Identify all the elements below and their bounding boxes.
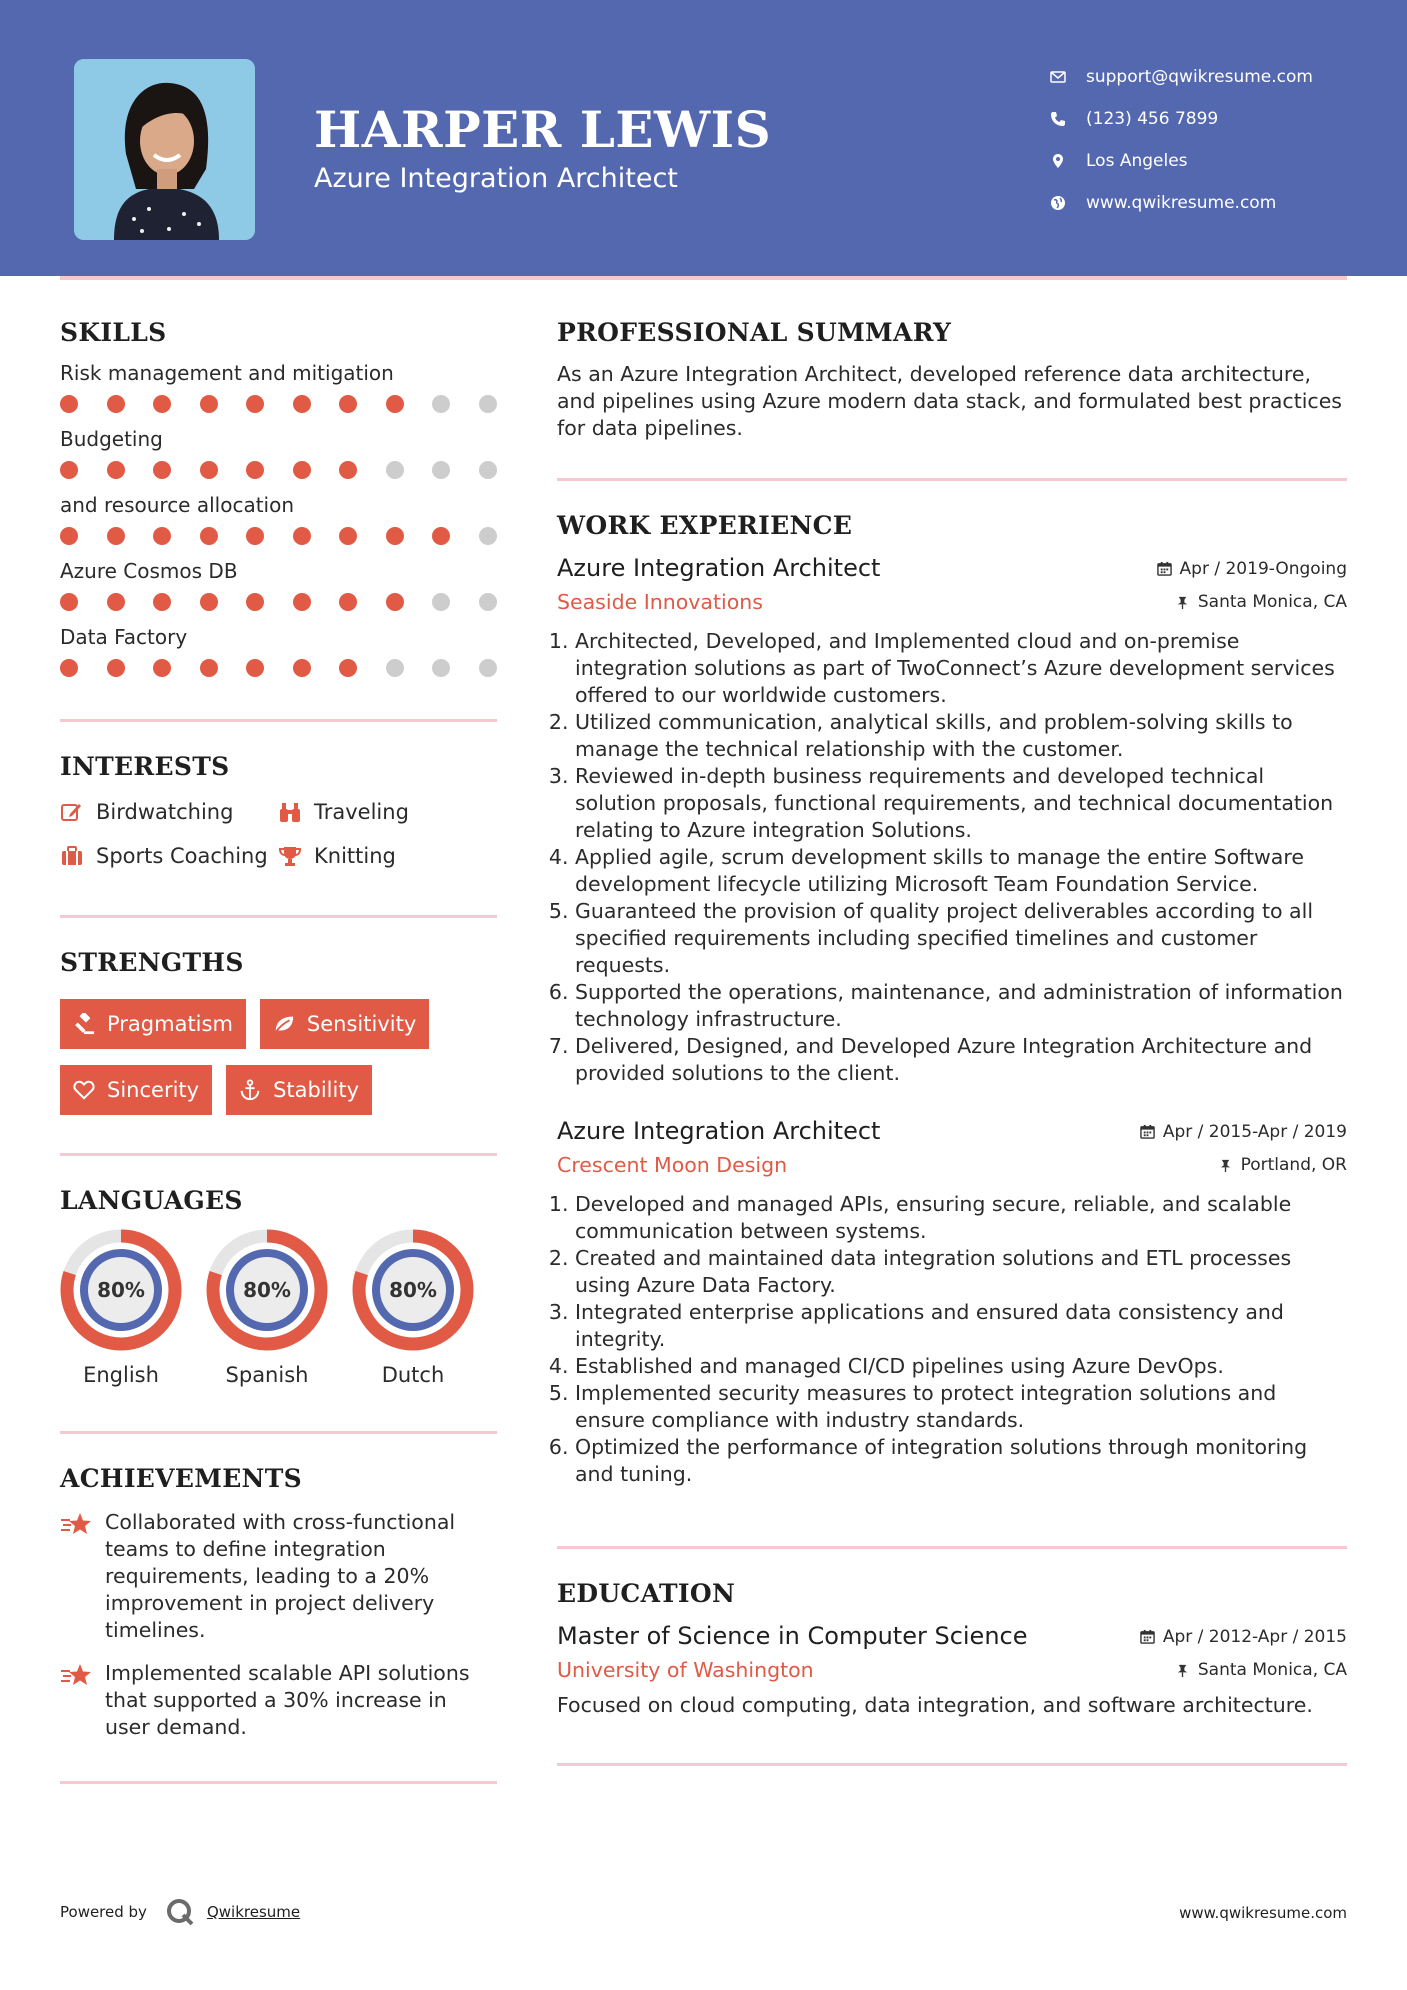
job-bullet: 1. Architected, Developed, and Implemented cloud and on-premise integration solutions as part of TwoConnect’s Azure development services offered to our worldwide customers. xyxy=(575,628,1347,709)
language-name: English xyxy=(83,1363,159,1387)
briefcase-icon xyxy=(60,844,96,868)
edit-icon xyxy=(60,800,96,824)
skill-rating xyxy=(60,395,497,413)
contact-location-text: Los Angeles xyxy=(1086,151,1188,171)
interests-heading: INTERESTS xyxy=(60,752,230,781)
education-dates-text: Apr / 2012-Apr / 2015 xyxy=(1162,1626,1347,1647)
rating-dot-empty xyxy=(386,659,404,677)
rating-dot-filled xyxy=(60,527,78,545)
rating-dot-empty xyxy=(432,593,450,611)
rating-dot-filled xyxy=(386,395,404,413)
interest-label: Knitting xyxy=(314,844,396,868)
calendar-icon xyxy=(1140,1629,1155,1644)
rating-dot-filled xyxy=(293,527,311,545)
rating-dot-empty xyxy=(479,593,497,611)
job-bullet: 3. Integrated enterprise applications and ensured data consistency and integrity. xyxy=(575,1299,1347,1353)
gavel-icon xyxy=(73,1013,95,1035)
job-dates-text: Apr / 2019-Ongoing xyxy=(1179,558,1347,579)
pin-icon xyxy=(1218,1158,1233,1173)
achievement-item xyxy=(60,1660,497,1741)
contact-email[interactable] xyxy=(1050,56,1313,98)
job-location xyxy=(1218,1155,1347,1175)
company-name: Seaside Innovations xyxy=(557,590,763,614)
job-bullet: 1. Developed and managed APIs, ensuring secure, reliable, and scalable communication between systems. xyxy=(575,1191,1347,1245)
binoculars-icon xyxy=(278,800,314,824)
contact-location xyxy=(1050,140,1313,182)
job-entry xyxy=(557,1117,1347,1488)
rating-dot-empty xyxy=(479,461,497,479)
skill-item xyxy=(60,491,497,545)
rating-dot-filled xyxy=(339,395,357,413)
education-heading: EDUCATION xyxy=(557,1579,736,1608)
leaf-icon xyxy=(273,1013,295,1035)
language-progress-ring xyxy=(206,1229,328,1351)
rating-dot-filled xyxy=(107,659,125,677)
left-column xyxy=(60,318,497,1784)
job-title: Azure Integration Architect xyxy=(557,1117,881,1145)
rating-dot-filled xyxy=(60,461,78,479)
school-name: University of Washington xyxy=(557,1658,814,1682)
language-name: Spanish xyxy=(225,1363,309,1387)
rating-dot-filled xyxy=(339,593,357,611)
rating-dot-filled xyxy=(153,659,171,677)
rating-dot-filled xyxy=(293,461,311,479)
job-dates xyxy=(1157,559,1347,579)
skill-item xyxy=(60,557,497,611)
job-bullet: 6. Optimized the performance of integration solutions through monitoring and tuning. xyxy=(575,1434,1347,1488)
summary-heading: PROFESSIONAL SUMMARY xyxy=(557,318,952,347)
summary-text: As an Azure Integration Architect, developed reference data architecture, and pipelines using Azure modern data stack, and formulated best practices for data pipelines. xyxy=(557,362,1342,440)
anchor-icon xyxy=(239,1079,261,1101)
skill-item xyxy=(60,425,497,479)
strength-chip xyxy=(60,999,246,1049)
skills-heading: SKILLS xyxy=(60,318,167,347)
rating-dot-filled xyxy=(293,395,311,413)
rating-dot-filled xyxy=(107,461,125,479)
rating-dot-empty xyxy=(432,659,450,677)
degree-title: Master of Science in Computer Science xyxy=(557,1622,1028,1650)
strength-chip xyxy=(226,1065,372,1115)
skill-name: Budgeting xyxy=(60,427,163,451)
skill-name: and resource allocation xyxy=(60,493,295,517)
rating-dot-filled xyxy=(107,593,125,611)
rating-dot-empty xyxy=(386,461,404,479)
footer-powered-by xyxy=(60,1897,300,1927)
interest-item xyxy=(278,797,478,827)
rating-dot-filled xyxy=(200,659,218,677)
experience-section xyxy=(557,511,1347,1488)
summary-section xyxy=(557,318,1347,442)
strength-chip xyxy=(60,1065,212,1115)
envelope-icon xyxy=(1050,69,1086,85)
trophy-icon xyxy=(278,844,314,868)
company-name: Crescent Moon Design xyxy=(557,1153,788,1177)
rating-dot-filled xyxy=(60,659,78,677)
star-award-icon xyxy=(60,1660,105,1741)
achievements-section xyxy=(60,1464,497,1741)
job-bullet: 4. Established and managed CI/CD pipelines using Azure DevOps. xyxy=(575,1353,1347,1380)
section-divider xyxy=(60,719,497,722)
job-entry xyxy=(557,554,1347,1087)
skill-name: Data Factory xyxy=(60,625,188,649)
job-title: Azure Integration Architect xyxy=(557,554,881,582)
language-percent: 80% xyxy=(389,1278,437,1302)
education-description: Focused on cloud computing, data integration, and software architecture. xyxy=(557,1693,1313,1717)
job-bullet: 7. Delivered, Designed, and Developed Azure Integration Architecture and provided solutions to the client. xyxy=(575,1033,1347,1087)
language-percent: 80% xyxy=(243,1278,291,1302)
interest-label: Sports Coaching xyxy=(96,844,268,868)
rating-dot-filled xyxy=(432,527,450,545)
job-bullet: 4. Applied agile, scrum development skills to manage the entire Software development lifecycle utilizing Microsoft Team Foundation Service. xyxy=(575,844,1347,898)
rating-dot-empty xyxy=(432,395,450,413)
candidate-name: HARPER LEWIS xyxy=(314,100,772,159)
interest-label: Traveling xyxy=(314,800,409,824)
rating-dot-empty xyxy=(479,527,497,545)
job-location-text: Santa Monica, CA xyxy=(1197,592,1347,612)
achievements-heading: ACHIEVEMENTS xyxy=(60,1464,302,1493)
resume-header xyxy=(0,0,1407,276)
heart-icon xyxy=(73,1079,95,1101)
skill-name: Risk management and mitigation xyxy=(60,361,394,385)
rating-dot-filled xyxy=(200,593,218,611)
language-percent: 80% xyxy=(97,1278,145,1302)
language-item xyxy=(352,1229,474,1387)
section-divider xyxy=(557,1546,1347,1549)
strengths-section xyxy=(60,948,497,1115)
section-divider xyxy=(557,1763,1347,1766)
rating-dot-filled xyxy=(60,593,78,611)
strength-label: Sincerity xyxy=(107,1078,200,1102)
experience-heading: WORK EXPERIENCE xyxy=(557,511,853,540)
header-divider xyxy=(60,276,1347,280)
job-bullet: 6. Supported the operations, maintenance, and administration of information technology infrastructure. xyxy=(575,979,1347,1033)
skill-rating xyxy=(60,659,497,677)
right-column xyxy=(557,318,1347,1766)
language-progress-ring xyxy=(352,1229,474,1351)
rating-dot-filled xyxy=(293,593,311,611)
map-marker-icon xyxy=(1050,153,1086,169)
achievement-item xyxy=(60,1509,497,1644)
language-name: Dutch xyxy=(381,1363,445,1387)
brand-link[interactable]: Qwikresume xyxy=(206,1903,301,1921)
globe-icon xyxy=(1050,195,1086,211)
contact-email-text: support@qwikresume.com xyxy=(1086,67,1313,87)
calendar-icon xyxy=(1157,561,1172,576)
interest-label: Birdwatching xyxy=(96,800,234,824)
skill-item xyxy=(60,623,497,677)
skill-rating xyxy=(60,527,497,545)
job-dates xyxy=(1140,1122,1347,1142)
job-location xyxy=(1175,592,1347,612)
skill-name: Azure Cosmos DB xyxy=(60,559,238,583)
job-bullet: 5. Implemented security measures to protect integration solutions and ensure compliance with industry standards. xyxy=(575,1380,1347,1434)
rating-dot-filled xyxy=(107,395,125,413)
skill-rating xyxy=(60,593,497,611)
rating-dot-filled xyxy=(293,659,311,677)
job-bullets xyxy=(557,628,1347,1087)
strengths-heading: STRENGTHS xyxy=(60,948,244,977)
powered-by-label: Powered by xyxy=(60,1903,147,1921)
contact-phone[interactable] xyxy=(1050,98,1313,140)
rating-dot-filled xyxy=(339,659,357,677)
rating-dot-filled xyxy=(339,527,357,545)
interests-section xyxy=(60,752,497,871)
job-bullet: 2. Utilized communication, analytical skills, and problem-solving skills to manage the technical relationship with the customer. xyxy=(575,709,1347,763)
rating-dot-filled xyxy=(386,593,404,611)
job-dates-text: Apr / 2015-Apr / 2019 xyxy=(1162,1121,1347,1142)
rating-dot-filled xyxy=(246,659,264,677)
rating-dot-filled xyxy=(200,527,218,545)
languages-heading: LANGUAGES xyxy=(60,1186,243,1215)
strength-label: Sensitivity xyxy=(306,1012,417,1036)
section-divider xyxy=(557,478,1347,481)
interest-item xyxy=(60,841,278,871)
footer-website[interactable]: www.qwikresume.com xyxy=(1179,1904,1347,1922)
rating-dot-empty xyxy=(432,461,450,479)
section-divider xyxy=(60,915,497,918)
section-divider xyxy=(60,1153,497,1156)
rating-dot-filled xyxy=(246,527,264,545)
achievement-text: Implemented scalable API solutions that supported a 30% increase in user demand. xyxy=(105,1661,470,1739)
section-divider xyxy=(60,1431,497,1434)
language-item xyxy=(60,1229,182,1387)
qwikresume-logo-icon xyxy=(165,1897,195,1927)
contact-website[interactable] xyxy=(1050,182,1313,224)
star-award-icon xyxy=(60,1509,105,1644)
language-progress-ring xyxy=(60,1229,182,1351)
interest-item xyxy=(278,841,478,871)
rating-dot-filled xyxy=(153,461,171,479)
education-location-text: Santa Monica, CA xyxy=(1197,1660,1347,1680)
rating-dot-filled xyxy=(200,395,218,413)
phone-icon xyxy=(1050,111,1086,127)
rating-dot-filled xyxy=(246,395,264,413)
rating-dot-filled xyxy=(200,461,218,479)
pin-icon xyxy=(1175,595,1190,610)
education-section xyxy=(557,1579,1347,1719)
rating-dot-filled xyxy=(386,527,404,545)
job-bullet: 3. Reviewed in-depth business requirements and developed technical solution proposals, functional requirements, and technical documentation relating to Azure integration Solutions. xyxy=(575,763,1347,844)
education-dates xyxy=(1140,1627,1347,1647)
rating-dot-filled xyxy=(153,527,171,545)
strength-label: Stability xyxy=(273,1078,360,1102)
rating-dot-filled xyxy=(246,593,264,611)
strength-label: Pragmatism xyxy=(107,1012,233,1036)
candidate-title: Azure Integration Architect xyxy=(314,163,678,194)
skill-rating xyxy=(60,461,497,479)
language-item xyxy=(206,1229,328,1387)
strength-chip xyxy=(260,999,429,1049)
rating-dot-filled xyxy=(339,461,357,479)
interest-item xyxy=(60,797,278,827)
rating-dot-filled xyxy=(60,395,78,413)
rating-dot-empty xyxy=(479,659,497,677)
rating-dot-filled xyxy=(153,593,171,611)
rating-dot-filled xyxy=(107,527,125,545)
skill-item xyxy=(60,359,497,413)
contact-phone-text: (123) 456 7899 xyxy=(1086,109,1219,129)
contact-website-text: www.qwikresume.com xyxy=(1086,193,1277,213)
achievement-text: Collaborated with cross-functional teams to define integration requirements, leading to a 20% improvement in project delivery timelines. xyxy=(105,1510,456,1642)
pin-icon xyxy=(1175,1663,1190,1678)
section-divider xyxy=(60,1781,497,1784)
job-location-text: Portland, OR xyxy=(1240,1155,1347,1175)
rating-dot-empty xyxy=(479,395,497,413)
skills-section xyxy=(60,318,497,677)
education-location xyxy=(1175,1660,1347,1680)
profile-photo xyxy=(74,59,255,240)
rating-dot-filled xyxy=(246,461,264,479)
job-bullet: 2. Created and maintained data integration solutions and ETL processes using Azure Data Factory. xyxy=(575,1245,1347,1299)
profile-photo-image xyxy=(74,59,255,240)
job-bullets xyxy=(557,1191,1347,1488)
languages-section xyxy=(60,1186,497,1387)
rating-dot-filled xyxy=(153,395,171,413)
contact-list xyxy=(1050,56,1313,224)
calendar-icon xyxy=(1140,1124,1155,1139)
job-bullet: 5. Guaranteed the provision of quality project deliverables according to all specified requirements including specified timelines and customer requests. xyxy=(575,898,1347,979)
